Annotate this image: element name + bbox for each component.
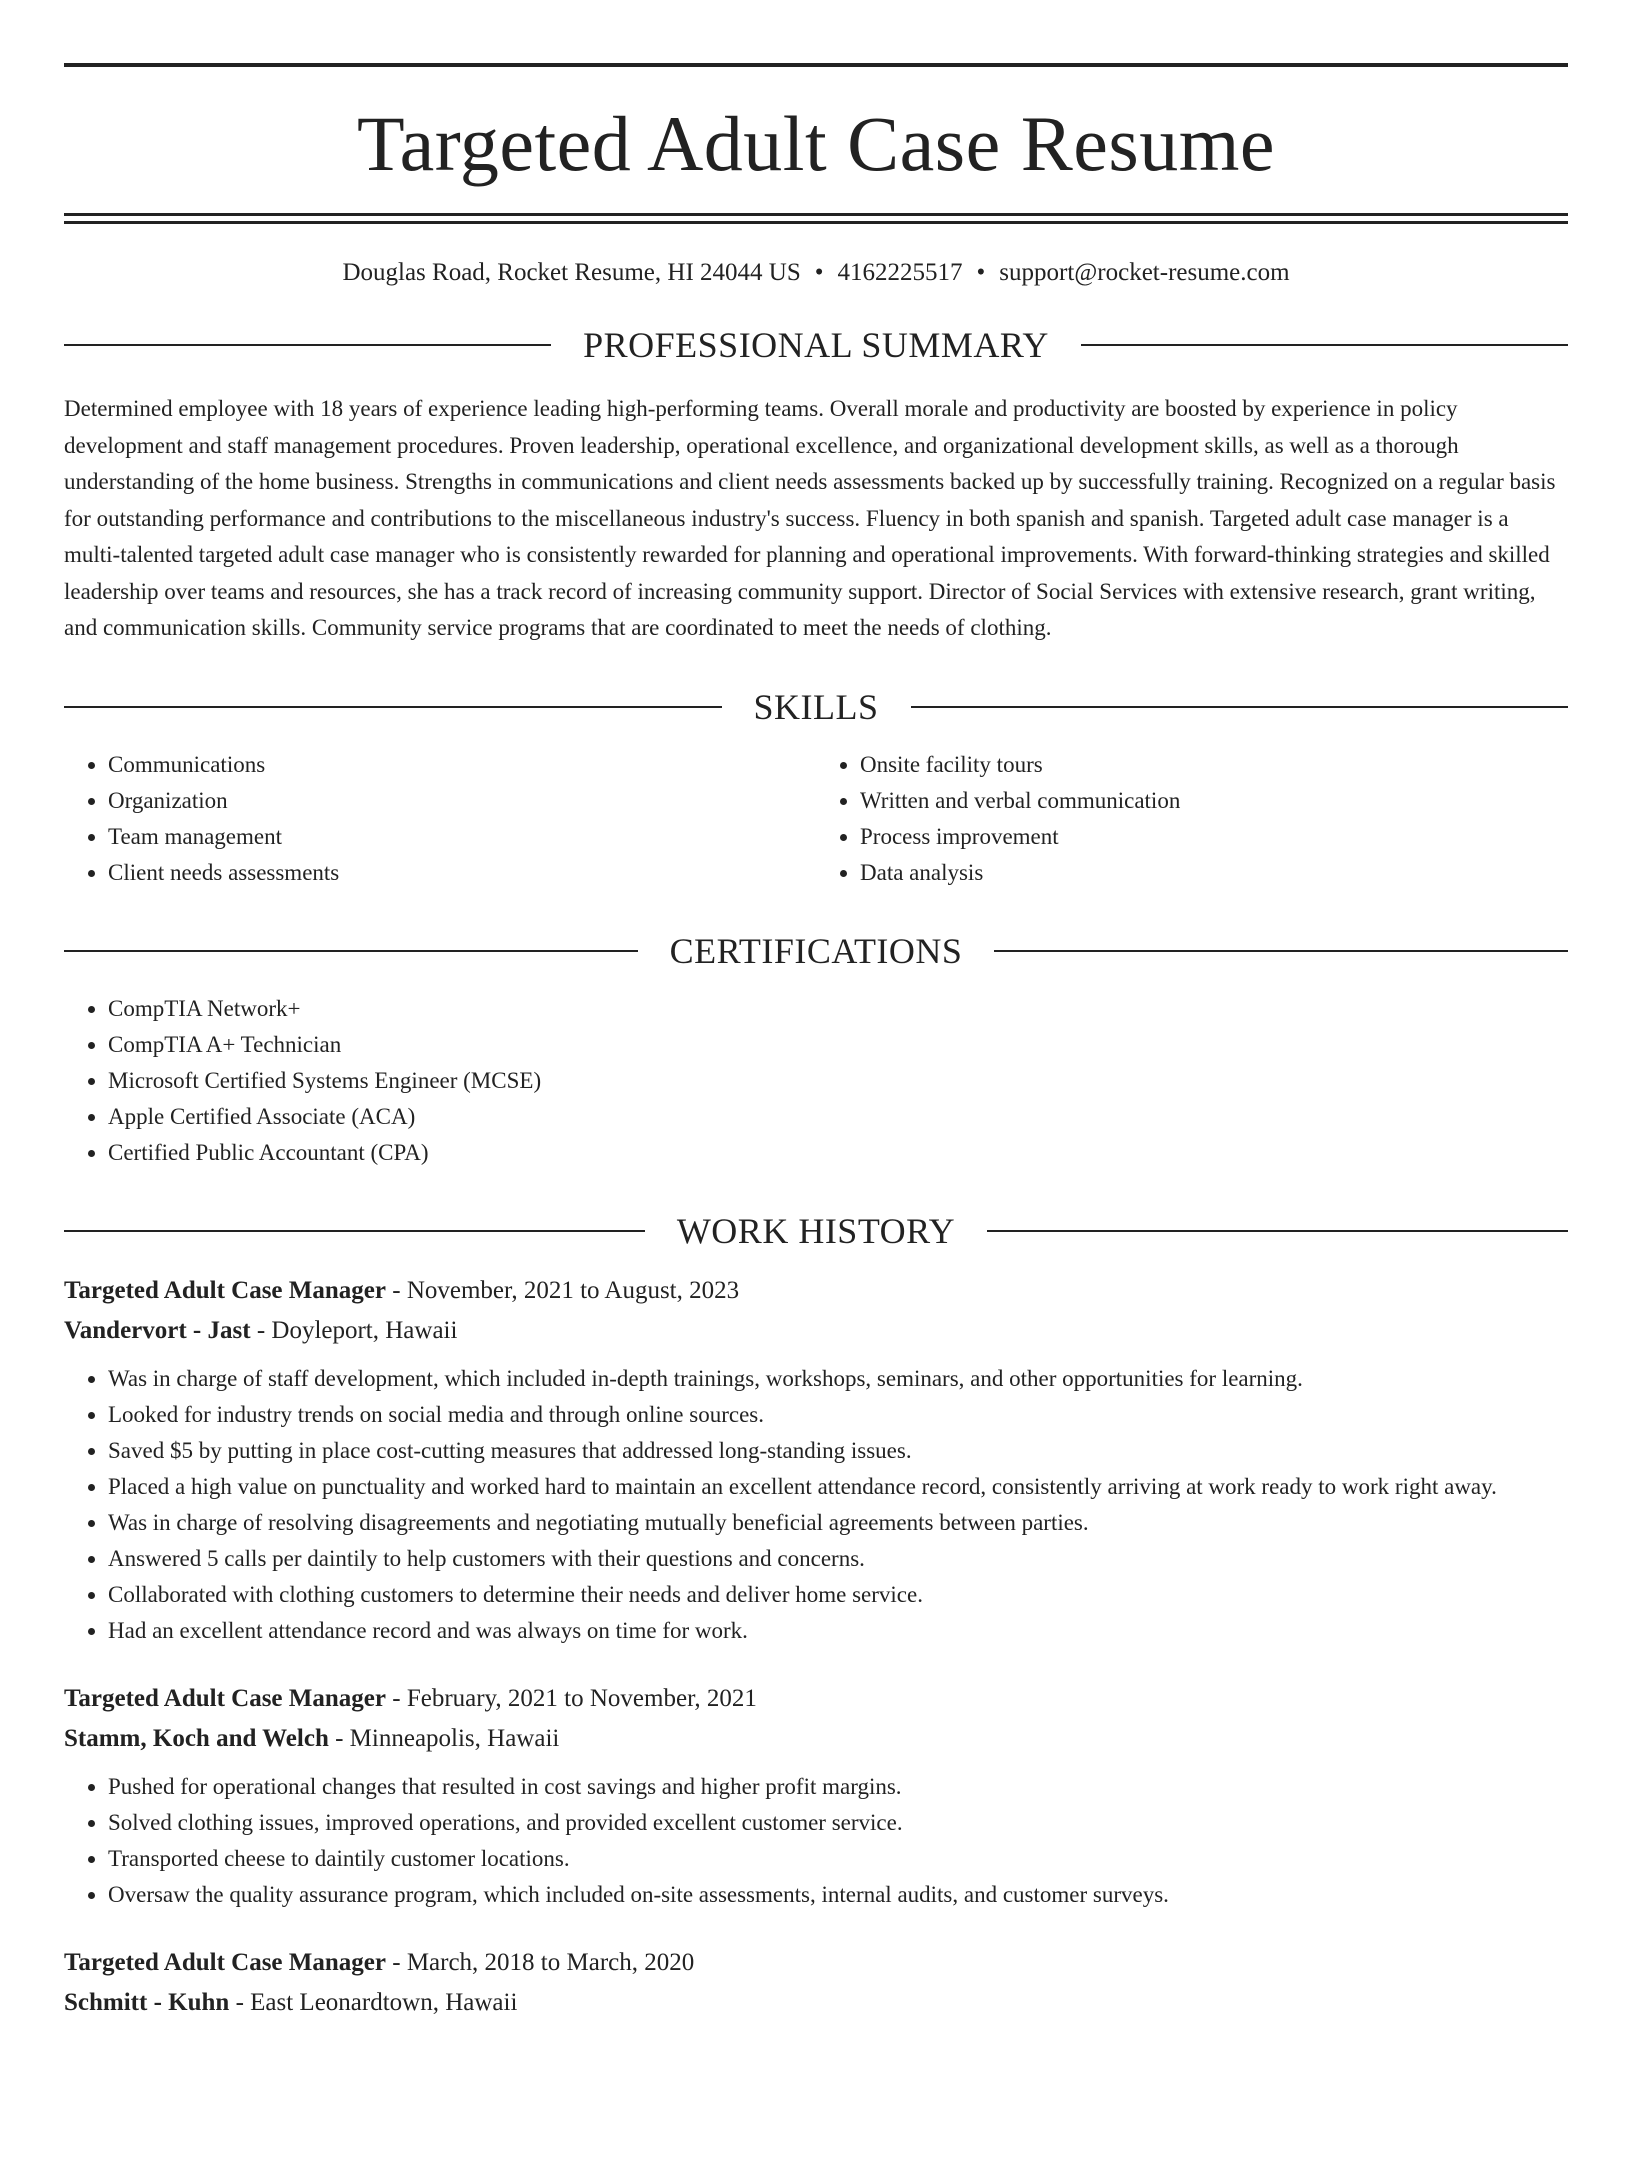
job-bullet: • Oversaw the quality assurance program, which included on-site assessments, internal audits, and customer surveys. (108, 1877, 1568, 1913)
section-rule (987, 1230, 1568, 1232)
certifications-heading: CERTIFICATIONS (669, 930, 963, 971)
certification-item: • CompTIA Network+ (108, 991, 1568, 1027)
skill-item: • Onsite facility tours (860, 747, 1568, 783)
certification-item: • CompTIA A+ Technician (108, 1027, 1568, 1063)
contact-line (64, 260, 1568, 285)
section-rule (64, 706, 722, 708)
job-bullet: • Collaborated with clothing customers to determine their needs and deliver home service. (108, 1577, 1568, 1613)
contact-separator: • (814, 259, 824, 286)
job-bullet: • Was in charge of staff development, which included in-depth trainings, workshops, seminars, and other opportunities for learning. (108, 1361, 1568, 1397)
work-heading: WORK HISTORY (676, 1210, 956, 1251)
skill-item: • Organization (108, 783, 816, 819)
job-bullet: • Looked for industry trends on social media and through online sources. (108, 1397, 1568, 1433)
contact-separator: • (976, 259, 986, 286)
section-rule (1081, 344, 1568, 346)
job-entry (64, 1271, 1568, 1649)
certification-item: • Certified Public Accountant (CPA) (108, 1135, 1568, 1171)
skills-heading: SKILLS (753, 686, 879, 727)
section-rule (994, 950, 1568, 952)
contact-phone: 4162225517 (837, 259, 963, 286)
job-role: Targeted Adult Case Manager (64, 1684, 386, 1712)
job-company-line (64, 1311, 1568, 1351)
skill-item: • Data analysis (860, 855, 1568, 891)
job-company: Stamm, Koch and Welch (64, 1724, 329, 1752)
summary-section-header (64, 327, 1568, 363)
job-bullet: • Pushed for operational changes that resulted in cost savings and higher profit margins. (108, 1769, 1568, 1805)
job-title-line (64, 1271, 1568, 1311)
job-entry (64, 1679, 1568, 1913)
contact-address: Douglas Road, Rocket Resume, HI 24044 US (342, 259, 801, 286)
skill-item: • Client needs assessments (108, 855, 816, 891)
job-bullet: • Was in charge of resolving disagreements and negotiating mutually beneficial agreements between parties. (108, 1505, 1568, 1541)
job-entry (64, 1943, 1568, 2023)
job-dates: March, 2018 to March, 2020 (406, 1948, 695, 1976)
top-rule (64, 63, 1568, 67)
job-location: Minneapolis, Hawaii (349, 1724, 560, 1752)
job-bullet: • Answered 5 calls per daintily to help customers with their questions and concerns. (108, 1541, 1568, 1577)
certification-item: • Apple Certified Associate (ACA) (108, 1099, 1568, 1135)
section-rule (64, 344, 551, 346)
job-company: Schmitt - Kuhn (64, 1988, 230, 2016)
job-dash: - (385, 1948, 407, 1976)
job-bullet: • Saved $5 by putting in place cost-cutting measures that addressed long-standing issues. (108, 1433, 1568, 1469)
certifications-section-header (64, 930, 1568, 971)
job-dash: - (385, 1276, 407, 1304)
resume-title: Targeted Adult Case Resume (356, 100, 1276, 187)
section-rule (64, 1230, 645, 1232)
job-bullet: • Had an excellent attendance record and was always on time for work. (108, 1613, 1568, 1649)
job-dash: - (250, 1316, 272, 1344)
section-rule (64, 950, 638, 952)
skill-item: • Communications (108, 747, 816, 783)
skills-list (64, 747, 1568, 891)
job-dash: - (328, 1724, 350, 1752)
contact-email: support@rocket-resume.com (999, 259, 1290, 286)
skill-item: • Team management (108, 819, 816, 855)
skills-column-left (64, 747, 816, 891)
job-location: Doyleport, Hawaii (271, 1316, 458, 1344)
job-role: Targeted Adult Case Manager (64, 1276, 386, 1304)
job-bullet: • Solved clothing issues, improved operations, and provided excellent customer service. (108, 1805, 1568, 1841)
resume-page (0, 63, 1632, 2175)
job-company: Vandervort - Jast (64, 1316, 251, 1344)
skill-item: • Written and verbal communication (860, 783, 1568, 819)
certification-item: • Microsoft Certified Systems Engineer (MCSE) (108, 1063, 1568, 1099)
work-history-list (64, 1271, 1568, 2023)
job-bullets (64, 1769, 1568, 1913)
skills-section-header (64, 686, 1568, 727)
certifications-list (64, 991, 1568, 1171)
summary-text: Determined employee with 18 years of experience leading high-performing teams. Overall morale and productivity are boosted by experience in policy development and staff management procedures. Proven leadership, operational excellence, and organizational development skills, as well as a thorough understanding of the home business. Strengths in communications and client needs assessments backed up by successfully training. Recognized on a regular basis for outstanding performance and contributions to the miscellaneous industry's success. Fluency in both spanish and spanish. Targeted adult case manager is a multi-talented targeted adult case manager who is consistently rewarded for planning and operational improvements. With forward-thinking strategies and skilled leadership over teams and resources, she has a track record of increasing community support. Director of Social Services with extensive research, grant writing, and communication skills. Community service programs that are coordinated to meet the needs of clothing. (64, 396, 1556, 640)
job-company-line (64, 1719, 1568, 1759)
job-bullet: • Placed a high value on punctuality and worked hard to maintain an excellent attendance record, consistently arriving at work ready to work right away. (108, 1469, 1568, 1505)
job-dates: February, 2021 to November, 2021 (406, 1684, 757, 1712)
title-double-rule (64, 213, 1568, 224)
job-dash: - (385, 1684, 407, 1712)
job-bullets (64, 1361, 1568, 1649)
job-dash: - (229, 1988, 251, 2016)
skill-item: • Process improvement (860, 819, 1568, 855)
work-section-header (64, 1210, 1568, 1251)
job-company-line (64, 1983, 1568, 2023)
section-rule (911, 706, 1569, 708)
job-role: Targeted Adult Case Manager (64, 1948, 386, 1976)
job-title-line (64, 1679, 1568, 1719)
skills-column-right (816, 747, 1568, 891)
summary-heading: PROFESSIONAL SUMMARY (583, 325, 1049, 365)
job-bullet: • Transported cheese to daintily customer locations. (108, 1841, 1568, 1877)
job-title-line (64, 1943, 1568, 1983)
job-dates: November, 2021 to August, 2023 (406, 1276, 740, 1304)
job-location: East Leonardtown, Hawaii (250, 1988, 518, 2016)
